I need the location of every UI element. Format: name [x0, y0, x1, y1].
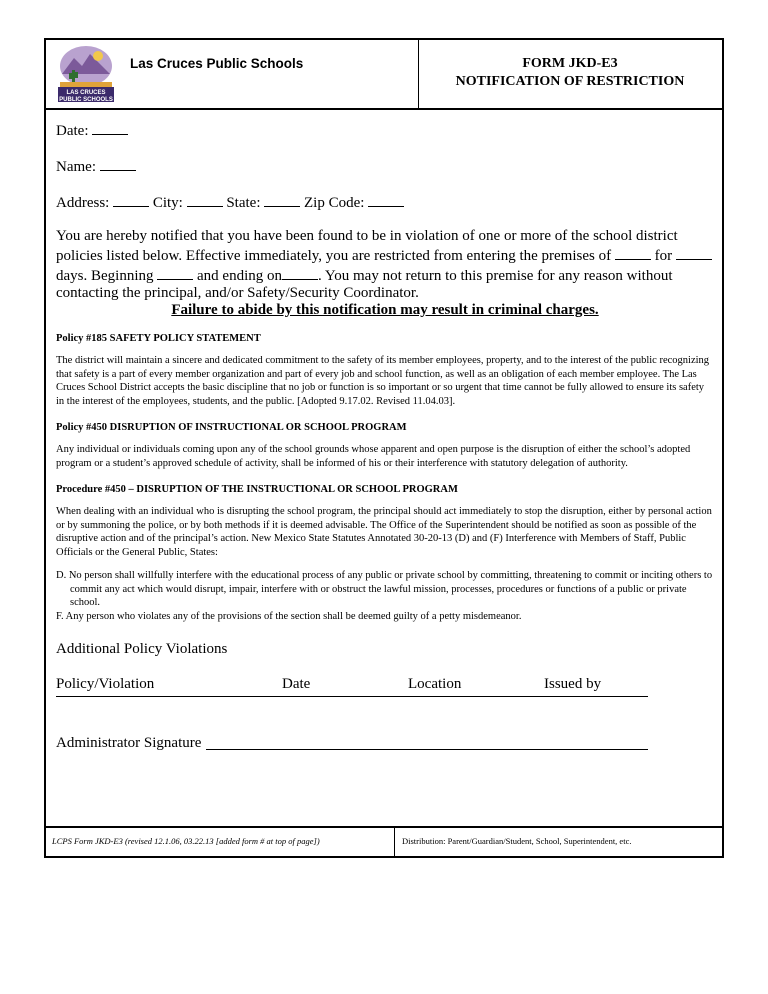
procedure-450-title: Procedure #450 – DISRUPTION OF THE INSTRUCTIONAL OR SCHOOL PROGRAM — [56, 484, 458, 495]
warning-text: Failure to abide by this notification may result in criminal charges. — [171, 302, 599, 318]
notice-paragraph — [56, 228, 714, 302]
footer-distribution: Distribution: Parent/Guardian/Student, School, Superintendent, etc. — [402, 836, 632, 846]
name-row — [56, 156, 714, 176]
form-title: NOTIFICATION OF RESTRICTION — [455, 74, 685, 89]
form-frame — [44, 38, 724, 858]
footer-revision: LCPS Form JKD-E3 (revised 12.1.06, 03.22.13 [added form # at top of page]) — [52, 836, 320, 846]
form-body — [56, 120, 714, 752]
col-date: Date — [282, 676, 311, 692]
org-name: Las Cruces Public Schools — [130, 56, 304, 71]
policy-450-text: Any individual or individuals coming upon any of the school grounds whose apparent and open purpose is the disruption of either the school’s adopted program or a student’s approved schedule of activity, shall be informed of his or their interference with statutory delegation of authority. — [56, 444, 691, 469]
begin-blank[interactable] — [157, 265, 193, 280]
notice-part2: for — [654, 248, 673, 264]
col-policy: Policy/Violation — [56, 676, 155, 692]
col-issued: Issued by — [544, 676, 602, 692]
signature-line[interactable] — [206, 749, 648, 750]
header-right — [418, 40, 722, 108]
notice-part4: and ending on — [197, 268, 282, 284]
header-left — [46, 40, 419, 108]
footer-divider — [394, 828, 395, 858]
policy-450-title: Policy #450 DISRUPTION OF INSTRUCTIONAL OR SCHOOL PROGRAM — [56, 422, 407, 433]
col-location: Location — [408, 676, 462, 692]
address-row — [56, 192, 714, 212]
policy-185-title: Policy #185 SAFETY POLICY STATEMENT — [56, 333, 261, 344]
premises-blank[interactable] — [615, 245, 651, 260]
date-label: Date: — [56, 123, 89, 139]
signature-label: Administrator Signature — [56, 735, 202, 751]
logo-line2: PUBLIC SCHOOLS — [59, 97, 113, 103]
zip-blank[interactable] — [368, 192, 404, 207]
days-blank[interactable] — [676, 245, 712, 260]
signature-row — [56, 735, 648, 752]
form-footer — [46, 826, 722, 858]
address-label: Address: — [56, 195, 110, 211]
statute-item-f: F. Any person who violates any of the provisions of the section shall be deemed guilty of a petty misdemeanor. — [56, 610, 522, 622]
city-label: City: — [152, 195, 183, 211]
date-row — [56, 120, 714, 140]
notice-part5: . You may not return to this premise for any reason without contacting the principal, and/or Safety/Security Coordinator. — [56, 268, 673, 301]
state-blank[interactable] — [264, 192, 300, 207]
violations-header-row — [56, 674, 648, 697]
name-blank[interactable] — [100, 156, 136, 171]
notice-part3: days. Beginning — [56, 268, 154, 284]
end-blank[interactable] — [282, 265, 318, 280]
form-number: FORM JKD-E3 — [522, 56, 618, 71]
school-logo — [52, 44, 120, 104]
notice-part1: You are hereby notified that you have been found to be in violation of one or more of the school district policies listed below. Effective immediately, you are restricted from entering the premises of — [56, 228, 678, 264]
statute-list — [56, 569, 714, 623]
address-blank[interactable] — [113, 192, 149, 207]
date-blank[interactable] — [92, 120, 128, 135]
logo-line1: LAS CRUCES — [66, 90, 106, 96]
policy-185-text: The district will maintain a sincere and dedicated commitment to the safety of its member employees, property, and to the interest of the public recognizing that safety is a part of every member organization and part of every job and school function, as well as an obligation of each member employee. The Las Cruces School District accepts the basic discipline that no job or function is so important or so urgent that time cannot be fully allowed to ensure its safety in the interest of the employees, students, and the public. [Adopted 9.17.02. Revised 11.04.03]. — [56, 355, 710, 407]
zip-label: Zip Code: — [304, 195, 365, 211]
state-label: State: — [226, 195, 261, 211]
name-label: Name: — [56, 159, 96, 175]
procedure-450-text: When dealing with an individual who is disrupting the school program, the principal should act immediately to stop the disruption, either by personal action or by summoning the police, or by both methods if it is deemed advisable. The Office of the Superintendent should be notified as soon as possible of the disruptive action and of the principal’s action. New Mexico State Statutes Annotated 30-20-13 (D) and (F) Interference with Members of Staff, Public Officials or the General Public, States: — [56, 506, 712, 558]
statute-item-d: D. No person shall willfully interfere with the educational process of any public or private school by committing, threatening to commit or inciting others to commit any act which would disrupt, impair, interfere with or obstruct the lawful mission, processes, procedures or functions of a public or private school. — [56, 570, 713, 608]
additional-heading: Additional Policy Violations — [56, 641, 228, 657]
form-header — [46, 40, 722, 110]
city-blank[interactable] — [187, 192, 223, 207]
